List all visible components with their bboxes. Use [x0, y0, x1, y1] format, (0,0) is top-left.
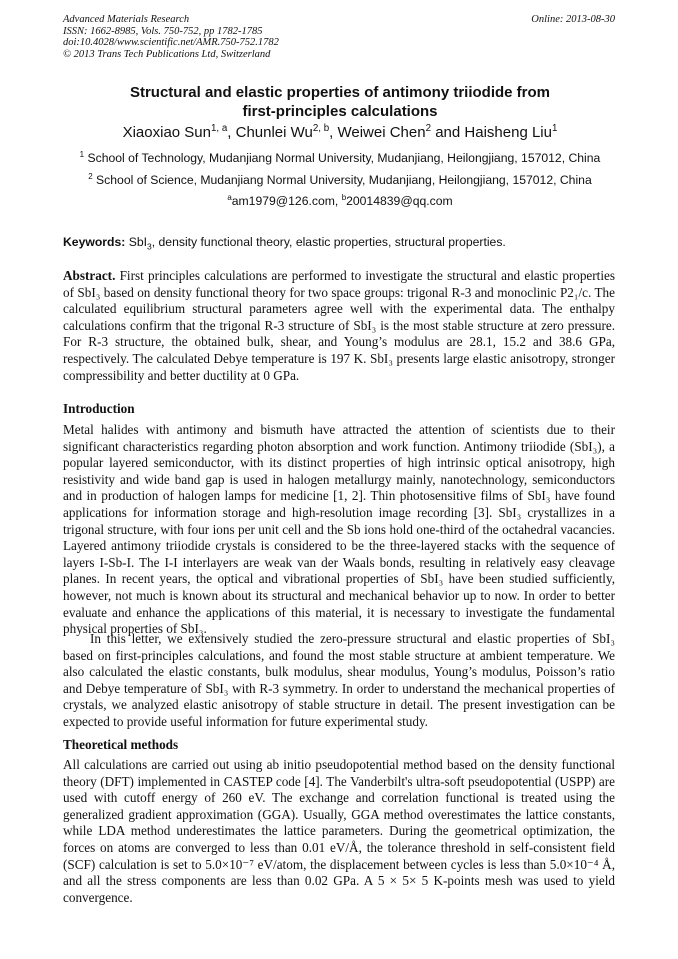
- affiliation-2: [40, 173, 640, 187]
- affiliation-sup: 1: [79, 149, 85, 159]
- methods-heading: Theoretical methods: [63, 737, 179, 752]
- email-a: am1979@126.com: [231, 194, 335, 208]
- author-name: Xiaoxiao Sun: [122, 124, 211, 141]
- keywords-text-post: , density functional theory, elastic properties, structural properties.: [151, 235, 506, 249]
- online-date: Online: 2013-08-30: [531, 14, 615, 25]
- title-line-1: Structural and elastic properties of antimony triiodide from: [129, 84, 551, 101]
- author-sup: 1, a: [211, 123, 228, 134]
- paper-title: [60, 83, 620, 121]
- keywords-sub: 3: [147, 241, 152, 252]
- introduction-heading: Introduction: [63, 401, 135, 416]
- author-list: [40, 124, 640, 141]
- email-b: 20014839@qq.com: [346, 194, 453, 208]
- affiliation-1: [40, 151, 640, 165]
- copyright-line: © 2013 Trans Tech Publications Ltd, Switzerland: [63, 48, 271, 60]
- author-name: Weiwei Chen: [337, 124, 426, 141]
- keywords-text-pre: SbI: [125, 235, 147, 249]
- affiliation-sup: 2: [88, 171, 93, 181]
- journal-name: Advanced Materials Research: [63, 14, 190, 25]
- keywords: [63, 235, 615, 252]
- affiliation-text: School of Technology, Mudanjiang Normal University, Mudanjiang, Heilongjiang, 157012, China: [87, 151, 601, 165]
- affiliation-text: School of Science, Mudanjiang Normal University, Mudanjiang, Heilongjiang, 157012, China: [96, 173, 592, 187]
- author-sup: 2: [425, 123, 432, 134]
- doi-line: doi:10.4028/www.scientific.net/AMR.750-752.1782: [63, 37, 279, 49]
- abstract: [63, 268, 615, 384]
- author-name: Haisheng Liu: [464, 124, 552, 141]
- email-sup-b: b: [341, 192, 347, 202]
- email-line: [40, 194, 640, 208]
- author-sup: 1: [551, 123, 558, 134]
- title-line-2: first-principles calculations: [242, 103, 438, 120]
- abstract-label: Abstract.: [63, 268, 116, 283]
- author-sep: ,: [329, 124, 338, 141]
- methods-paragraph-1: All calculations are carried out using ab initio pseudopotential method based on the density functional theory (DFT) implemented in CASTEP code [4]. The Vanderbilt's ultra-soft pseudopotential (USPP) are used with cutoff energy of 260 eV. The exchange and correlation functional is treated using the generalized gradient approximation (GGA). Usually, GGA method overestimates the lattice constants, while LDA method underestimates the lattice parameters. During the geometrical optimization, the forces on atoms are converged to less than 0.01 eV/Å, the tolerance threshold in self-consistent field (SCF) calculation is set to 5.0×10⁻⁷ eV/atom, the displacement between cycles is less than 5.0×10⁻⁴ Å, and all the stress components are less than 0.02 GPa. A 5 × 5× 5 K-points mesh was used to yield convergence.: [63, 757, 615, 905]
- introduction-paragraph-2: In this letter, we extensively studied the zero-pressure structural and elastic properties of SbI₃ based on first-principles calculations, and found the most stable structure at ambient temperature. We also calculated the elastic constants, bulk modulus, shear modulus, Young’s modulus, Poisson’s ratio and Debye temperature of SbI₃ with R-3 symmetry. In order to understand the mechanical properties of crystals, we analyzed elastic anisotropy of stable structure in detail. The present investigation can be expected to provide useful information for future experimental study.: [63, 631, 615, 729]
- introduction-paragraph-1: Metal halides with antimony and bismuth have attracted the attention of scientists due to their significant characteristics regarding photon absorption and work function. Antimony triiodide (SbI₃), a popular layered semiconductor, with its distinct properties of high intrinsic optical anisotropy, high resistivity and wide band gap is used in halogen metallurgy mainly, nanotechnology, semiconductors and in production of halogen lamps for medicine [1, 2]. Thin photosensitive films of SbI₃ have found applications for information storage and high-resolution image recording [3]. SbI₃ crystallizes in a trigonal structure, with four ions per unit cell and the Sb ions hold one-third of the octahedral vacancies. Layered antimony triiodide crystals is considered to be the three-layered stacks with the sequence of layers I-Sb-I. The I-I interlayers are weak van der Waals bonds, resulting in relatively easy cleavage planes. In recent years, the optical and vibrational properties of SbI₃ have been studied sufficiently, however, not much is known about its structural and mechanical behavior up to now. In order to better evaluate and enhance the applications of this material, it is necessary to investigate the fundamental physical properties of SbI₃.: [63, 422, 615, 637]
- author-name: Chunlei Wu: [235, 124, 313, 141]
- author-sep: ,: [227, 124, 236, 141]
- author-sup: 2, b: [312, 123, 330, 134]
- issn-line: ISSN: 1662-8985, Vols. 750-752, pp 1782-1785: [63, 25, 263, 37]
- author-sep: and: [431, 124, 465, 141]
- keywords-label: Keywords:: [63, 235, 126, 249]
- abstract-text: First principles calculations are performed to investigate the structural and elastic properties of SbI₃ based on density functional theory for two space groups: trigonal R-3 and monoclinic P2₁/c. The calculated equilibrium structural parameters agree well with the experimental data. The enthalpy calculations confirm that the trigonal R-3 structure of SbI₃ is the most stable structure at zero pressure. For R-3 structure, the obtained bulk, shear, and Young’s modulus are 28.1, 15.2 and 38.6 GPa, respectively. The calculated Debye temperature is 197 K. SbI₃ presents large elastic anisotropy, stronger compressibility and better ductility at 0 GPa.: [63, 268, 615, 383]
- journal-header: [63, 14, 615, 60]
- email-sup-a: a: [227, 192, 232, 202]
- email-sep: ,: [334, 194, 342, 208]
